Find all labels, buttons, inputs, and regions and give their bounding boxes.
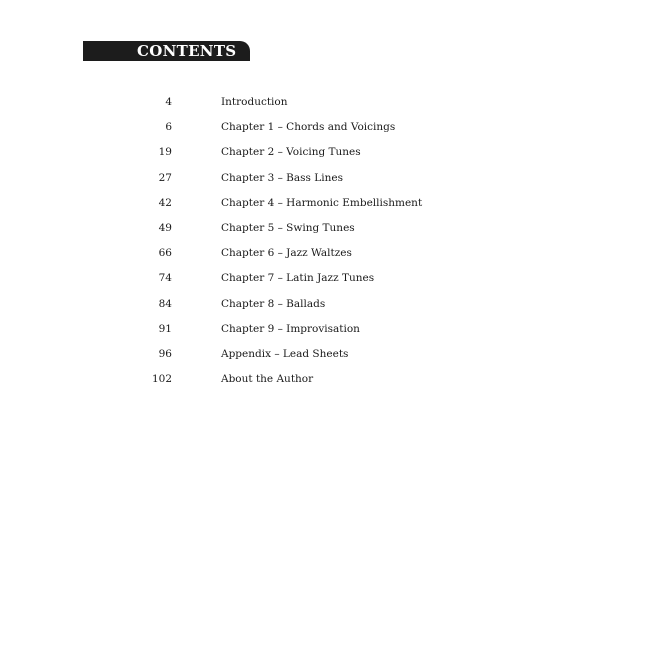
toc-page-number: 6 (165, 121, 172, 134)
toc-page-number: 27 (158, 171, 172, 184)
toc-entry-title: About the Author (221, 373, 314, 386)
toc-page-number: 19 (158, 146, 172, 159)
toc-page-number: 49 (158, 221, 172, 234)
toc-entry (0, 295, 660, 320)
toc-page-number: 74 (158, 272, 172, 285)
toc-page-number: 96 (158, 347, 172, 360)
toc-entry (0, 219, 660, 244)
toc-page-number: 4 (165, 96, 172, 108)
toc-entry-title: Chapter 6 – Jazz Waltzes (221, 247, 352, 260)
toc-entry-title: Chapter 3 – Bass Lines (221, 171, 343, 184)
toc-page-number: 91 (158, 322, 172, 335)
toc-entry (0, 143, 660, 168)
toc-page-number: 42 (158, 196, 172, 209)
toc-entry-title: Chapter 8 – Ballads (221, 297, 326, 310)
toc-entry (0, 320, 660, 345)
toc-entry-title: Introduction (221, 96, 288, 108)
toc-page-number: 102 (151, 373, 172, 386)
toc-page-number: 66 (158, 247, 172, 260)
page-title: CONTENTS (137, 42, 237, 60)
toc-entry-title: Chapter 1 – Chords and Voicings (221, 121, 396, 134)
toc-entry (0, 269, 660, 294)
contents-header-bar (83, 41, 250, 61)
toc-entry-title: Chapter 5 – Swing Tunes (221, 221, 355, 234)
toc-entry (0, 118, 660, 143)
toc-entry-title: Chapter 7 – Latin Jazz Tunes (221, 272, 375, 285)
toc-entry (0, 370, 660, 395)
toc-entry-title: Appendix – Lead Sheets (221, 347, 349, 360)
toc-entry-title: Chapter 9 – Improvisation (221, 322, 360, 335)
toc-entry (0, 194, 660, 219)
toc-entry-title: Chapter 2 – Voicing Tunes (221, 146, 361, 159)
toc-entry (0, 244, 660, 269)
toc-entry (0, 345, 660, 370)
table-of-contents (0, 93, 660, 395)
toc-page-number: 84 (158, 297, 172, 310)
toc-entry (0, 169, 660, 194)
toc-entry-title: Chapter 4 – Harmonic Embellishment (221, 196, 423, 209)
toc-entry (0, 93, 660, 118)
